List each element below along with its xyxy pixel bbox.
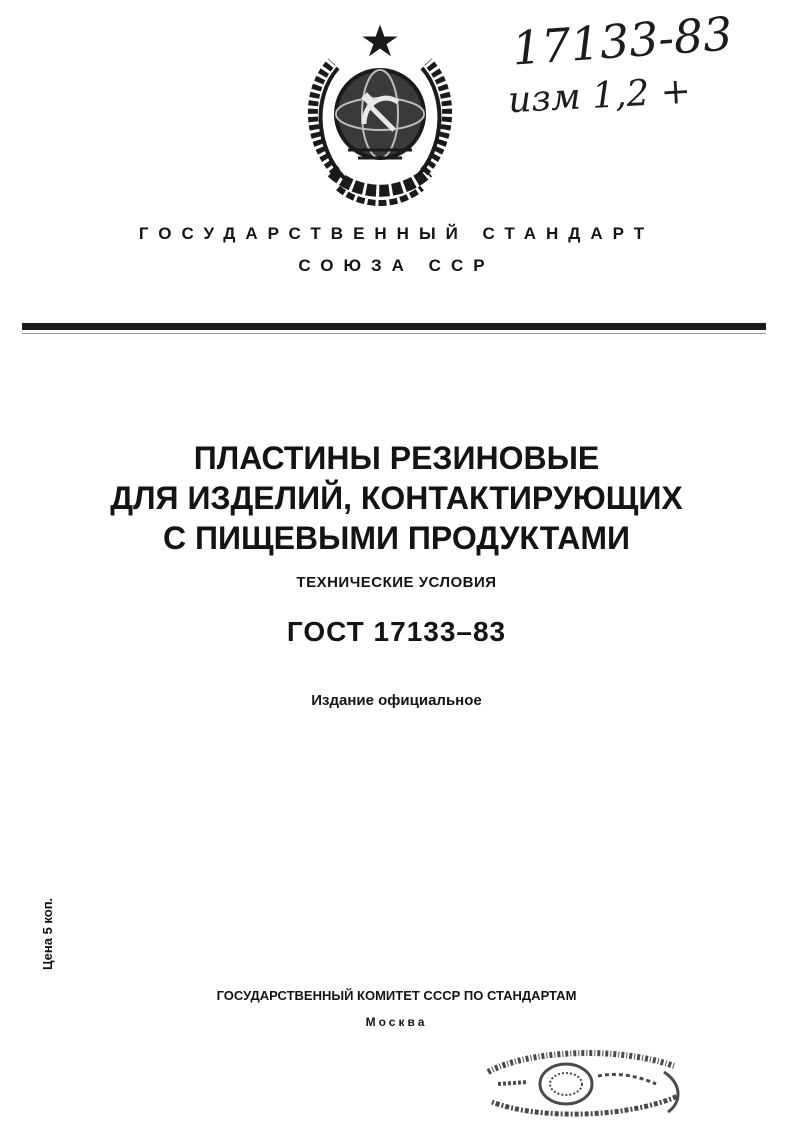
handwritten-standard-number: 17133-83 xyxy=(510,6,735,76)
handwritten-changes-note: изм 1,2 + xyxy=(507,70,692,122)
header-divider xyxy=(22,323,766,330)
publisher: ГОСУДАРСТВЕННЫЙ КОМИТЕТ СССР ПО СТАНДАРТАМ xyxy=(216,988,577,1003)
header-state-standard: ГОСУДАРСТВЕННЫЙ СТАНДАРТ xyxy=(138,224,655,243)
publication-city: Москва xyxy=(365,1015,428,1029)
header-divider-thin xyxy=(22,333,766,334)
title-line-2: ДЛЯ ИЗДЕЛИЙ, КОНТАКТИРУЮЩИХ xyxy=(110,480,683,516)
ussr-coat-of-arms-icon xyxy=(298,22,462,212)
library-stamp-icon xyxy=(468,1032,698,1122)
subtitle-technical-conditions: ТЕХНИЧЕСКИЕ УСЛОВИЯ xyxy=(296,574,497,591)
header-ussr: СОЮЗА ССР xyxy=(298,256,495,275)
standard-code: ГОСТ 17133–83 xyxy=(286,616,507,647)
edition-label: Издание официальное xyxy=(311,692,482,709)
title-line-1: ПЛАСТИНЫ РЕЗИНОВЫЕ xyxy=(193,440,600,476)
price-label: Цена 5 коп. xyxy=(40,897,55,970)
title-line-3: С ПИЩЕВЫМИ ПРОДУКТАМИ xyxy=(162,520,631,556)
